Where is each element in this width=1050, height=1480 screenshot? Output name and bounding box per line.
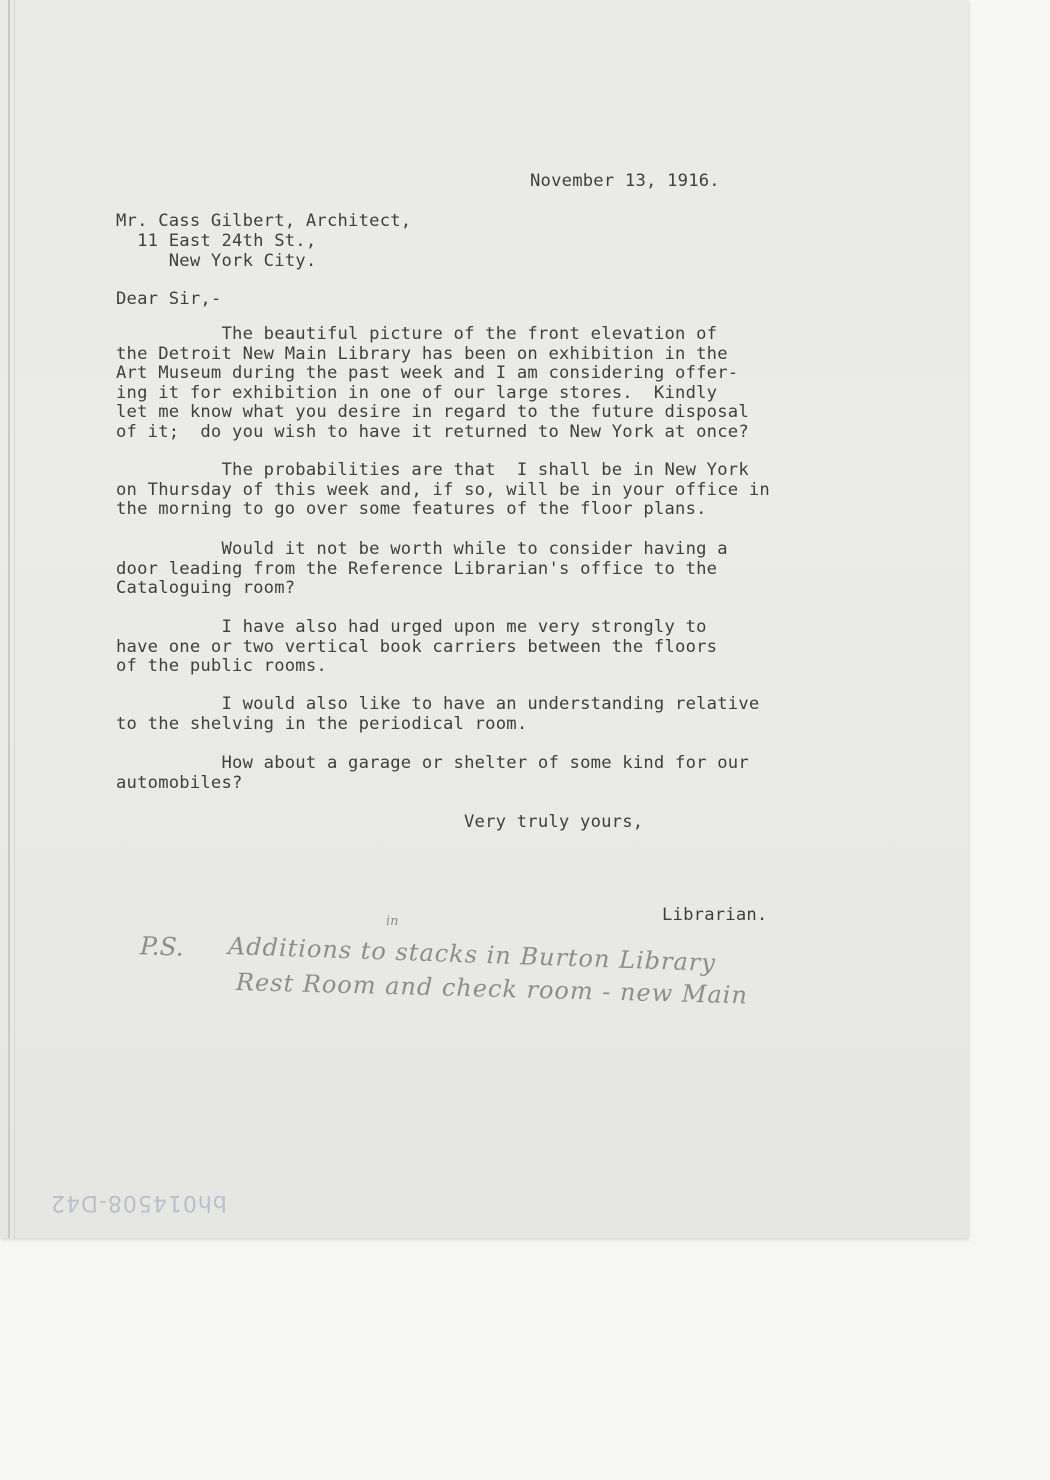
paragraph-line: automobiles? [116, 772, 243, 793]
paragraph-4 [116, 618, 717, 677]
paragraph-line: have one or two vertical book carriers between the floors [116, 636, 718, 657]
paragraph-line: I have also had urged upon me very strongly to [116, 617, 707, 637]
paragraph-line: I would also like to have an understanding relative [116, 694, 760, 714]
paragraph-line: the morning to go over some features of the floor plans. [116, 499, 707, 520]
salutation: Dear Sir,- [116, 289, 222, 309]
paragraph-line: Cataloguing room? [116, 578, 296, 599]
paragraph-line: to the shelving in the periodical room. [116, 713, 528, 734]
paragraph-line: let me know what you desire in regard to the future disposal [116, 402, 749, 423]
paragraph-line: The beautiful picture of the front elevation of [116, 324, 718, 344]
paragraph-6 [116, 754, 749, 793]
paragraph-5 [116, 695, 759, 734]
paragraph-line: Art Museum during the past week and I am considering offer- [116, 363, 739, 384]
paragraph-1 [116, 325, 749, 443]
paper-edge [8, 0, 10, 1238]
paragraph-line: of the public rooms. [116, 656, 327, 677]
paragraph-2 [116, 461, 770, 520]
address-line-1: Mr. Cass Gilbert, Architect, [116, 211, 412, 231]
paragraph-line: of it; do you wish to have it returned to New York at once? [116, 421, 749, 442]
paragraph-3 [116, 540, 728, 599]
letter-date: November 13, 1916. [530, 171, 720, 191]
postscript-line-2: Rest Room and check room - new Main [235, 968, 749, 1010]
postscript-label: P.S. [139, 931, 185, 962]
address-line-2: 11 East 24th St., [116, 231, 317, 251]
paragraph-line: How about a garage or shelter of some kind for our [116, 753, 749, 773]
paragraph-line: the Detroit New Main Library has been on exhibition in the [116, 343, 728, 364]
paragraph-line: The probabilities are that I shall be in New York [116, 460, 749, 480]
catalog-stamp: bh014508-D42 [50, 1190, 227, 1215]
signature-title: Librarian. [662, 905, 768, 925]
paper-edge-inner [14, 0, 15, 1238]
postscript-line-1: Additions to stacks in Burton Library [227, 932, 717, 978]
paragraph-line: Would it not be worth while to consider having a [116, 539, 728, 559]
postscript-insert: in [386, 914, 399, 929]
paragraph-line: ing it for exhibition in one of our large stores. Kindly [116, 382, 718, 403]
closing: Very truly yours, [464, 812, 644, 832]
paragraph-line: door leading from the Reference Librarian's office to the [116, 558, 718, 579]
paragraph-line: on Thursday of this week and, if so, will be in your office in [116, 479, 770, 500]
address-line-3: New York City. [116, 251, 317, 271]
